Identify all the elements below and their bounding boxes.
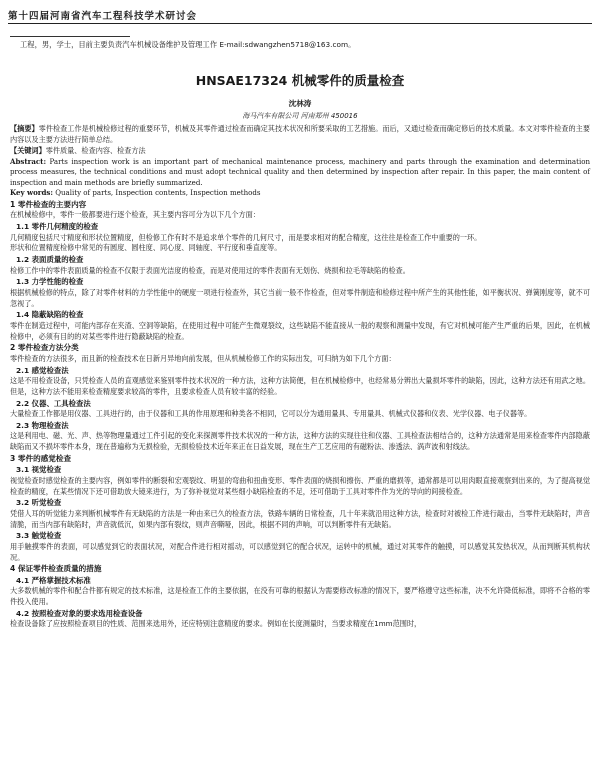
body-paragraph: 零件在制造过程中，可能内部存在夹渣、空洞等缺陷，在使用过程中可能产生微观裂纹，这些缺陷不能直接从一般的观察和测量中发现，有它对机械可能产生严重的后果，因此，在机械检修中，必须有目的的对某些零件进行隐蔽缺陷的检查。 — [10, 320, 590, 341]
keywords-cn-label: 【关键词】 — [10, 145, 46, 155]
body-paragraph: 用手触摸零件的表面，可以感觉到它的表面状况，对配合件进行相对摇动，可以感觉到它的配合状况，运转中的机械，通过对其零件的触摸，可以感觉其发热状况，从而判断其机构状况。 — [10, 541, 590, 562]
subsection-heading: 3.3 触觉检查 — [16, 531, 62, 541]
body-paragraph: 大量检查工作都是用仪器、工具进行的，由于仪器和工具的作用原理和种类各不相同，它可以分为通用量具、专用量具、机械式仪器和仪表、光学仪器、电子仪器等。 — [10, 409, 532, 419]
section-heading: 3 零件的感觉检查 — [10, 453, 72, 463]
body-paragraph: 在机械检修中，零件一般都要进行逐个检查，其主要内容可分为以下几个方面： — [10, 210, 260, 220]
subsection-heading: 4.2 按照检查对象的要求选用检查设备 — [16, 609, 143, 618]
body-paragraph: 这是利用电、磁、光、声、热等物理量通过工件引起的变化来探测零件技术状况的一种方法，这种方法的实现往往和仪器、工具检查法相结合的，这种方法通常是用来检查零件内部隐蔽缺陷而又不损坏零件本身，现在普遍称为无损检验，无损检验技术近年来正在日益发展，现在生产工艺应用的有磁粉法、渗透法、涡声波和射线法。 — [10, 431, 590, 452]
body-paragraph: 检修工作中的零件表面质量的检查不仅限于表面光洁度的检查，而是对使用过的零件表面有无划伤、烧损和拉毛等缺陷的检查。 — [10, 265, 410, 275]
abstract-en-label: Abstract: — [10, 156, 47, 166]
keywords-en-label: Key words: — [10, 188, 53, 198]
body-paragraph: 凭借人耳的听觉能力来判断机械零件有无缺陷的方法是一种由来已久的检查方法，铁路车辆的日常检查，几十年来就沿用这种方法，检查时对被检工件进行敲击，当零件无缺陷时，声音清脆，而当内部有缺陷时，声音就低沉，如果内部有裂纹，则声音嘶哑，因此，根据不同的声响，可以判断零件有无缺陷。 — [10, 508, 590, 529]
header-rule — [8, 23, 592, 24]
section-heading: 4 保证零件检查质量的措施 — [10, 564, 102, 574]
keywords-cn-text: 零件质量、检查内容、检查方法 — [45, 145, 146, 155]
keywords-en — [10, 188, 590, 199]
body-paragraph: 检查设备除了应按照检查项目的性质、范围来选用外，还应特别注意精度的要求。例如在长度测量时，当要求精度在1mm范围时， — [10, 619, 422, 629]
abstract-en-text: Parts inspection work is an important part of mechanical maintenance process, machinery and parts through the examination and determination process measures, the technical conditions and must adopt technical quality and then determined by inspection after repair. In this paper, the main content of inspection and main methods are briefly summarized. — [10, 156, 590, 187]
body-paragraph: 零件检查的方法很多，而且新的检查技术在日新月异地向前发展，但从机械检修工作的实际出发，可归纳为如下几个方面： — [10, 353, 396, 363]
body-paragraph: 这是不用检查设备，只凭检查人员的直观感觉来鉴别零件技术状况的一种方法，这种方法简便，但在机械检修中，也经常易分辨出大量损坏零件的缺陷，因此，这种方法还有用武之地。但是，这种方法不能用来检查精度要求较高的零件，且要求检查人员有较丰富的经验。 — [10, 376, 590, 396]
footnote-rule — [10, 36, 130, 37]
section-heading: 1 零件检查的主要内容 — [10, 199, 87, 209]
author-note: 工程，男，学士，目前主要负责汽车机械设备维护及管理工作 E-mail:sdwangzhen5718@163.com。 — [20, 40, 356, 49]
body-paragraph: 几何精度包括尺寸精度和形状位置精度，但检修工作有时不是追求单个零件的几何尺寸，而是要求相对的配合精度，这往往是检查工作中重要的一环。 — [10, 232, 482, 242]
subsection-heading: 1.4 隐蔽缺陷的检查 — [16, 310, 84, 320]
abstract-cn-text: 零件检查工作是机械检修过程的重要环节，机械及其零件通过检查而确定其技术状况和所要采取的工艺措施。而后，又通过检查而确定修后的技术质量。本文对零件检查的主要内容以及主要方法进行简单总结。 — [10, 124, 590, 144]
keywords-en-text: Quality of parts, Inspection contents, Inspection methods — [55, 188, 261, 198]
body-paragraph: 形状和位置精度检修中常见的有圆度、圆柱度、同心度、同轴度、平行度和垂直度等。 — [10, 243, 282, 253]
paper-title: HNSAE17324 机械零件的质量检查 — [195, 73, 405, 88]
running-head: 第十四届河南省汽车工程科技学术研讨会 — [8, 11, 198, 22]
author-affiliation: 海马汽车有限公司 河南郑州 450016 — [242, 112, 358, 120]
subsection-heading: 1.2 表面质量的检查 — [16, 255, 84, 265]
subsection-heading: 1.1 零件几何精度的检查 — [16, 222, 99, 232]
author-name: 沈林涛 — [288, 99, 312, 108]
subsection-heading: 2.3 物理检查法 — [16, 420, 69, 430]
body-paragraph: 大多数机械的零件和配合件都有规定的技术标准，这是检查工作的主要依据，在没有可靠的根据认为需要修改标准的情况下，要严格遵守这些标准，决不允许降低标准，即将不合格的零件投入使用。 — [10, 586, 590, 607]
subsection-heading: 1.3 力学性能的检查 — [16, 277, 84, 287]
body-sections — [10, 199, 590, 630]
body-paragraph: 根据机械检修的特点，除了对零件材料的力学性能中的硬度一项进行检查外，其它当前一般不作检查，但对零件制造和检修过程中所产生的其他性能，如平衡状况、弹簧刚度等，就不可忽视了。 — [10, 287, 590, 308]
abstract-en — [10, 157, 590, 189]
abstract-cn-label: 【摘要】 — [10, 124, 39, 133]
subsection-heading: 3.2 听觉检查 — [16, 498, 62, 508]
subsection-heading: 2.1 感觉检查法 — [16, 365, 69, 375]
body-paragraph: 视觉检查时感觉检查的主要内容，例如零件的断裂和宏观裂纹、明显的弯曲和扭曲变形、零件表面的烧损和擦伤、严重的磨损等，通常都是可以用肉眼直接观察到出来的，为了提高视觉检查的精度，在某些情况下还可借助放大镜来进行，为了弥补视觉对某些细小缺陷检查的不足，还可借助于工具对零件作为光的导向的间接检查。 — [10, 475, 590, 496]
subsection-heading: 4.1 严格掌握技术标准 — [16, 576, 91, 585]
keywords-cn — [10, 146, 590, 157]
subsection-heading: 3.1 视觉检查 — [16, 465, 62, 475]
subsection-heading: 2.2 仪器、工具检查法 — [16, 398, 91, 408]
paper-body — [10, 124, 590, 630]
abstract-cn — [10, 124, 590, 146]
section-heading: 2 零件检查方法分类 — [10, 343, 79, 353]
